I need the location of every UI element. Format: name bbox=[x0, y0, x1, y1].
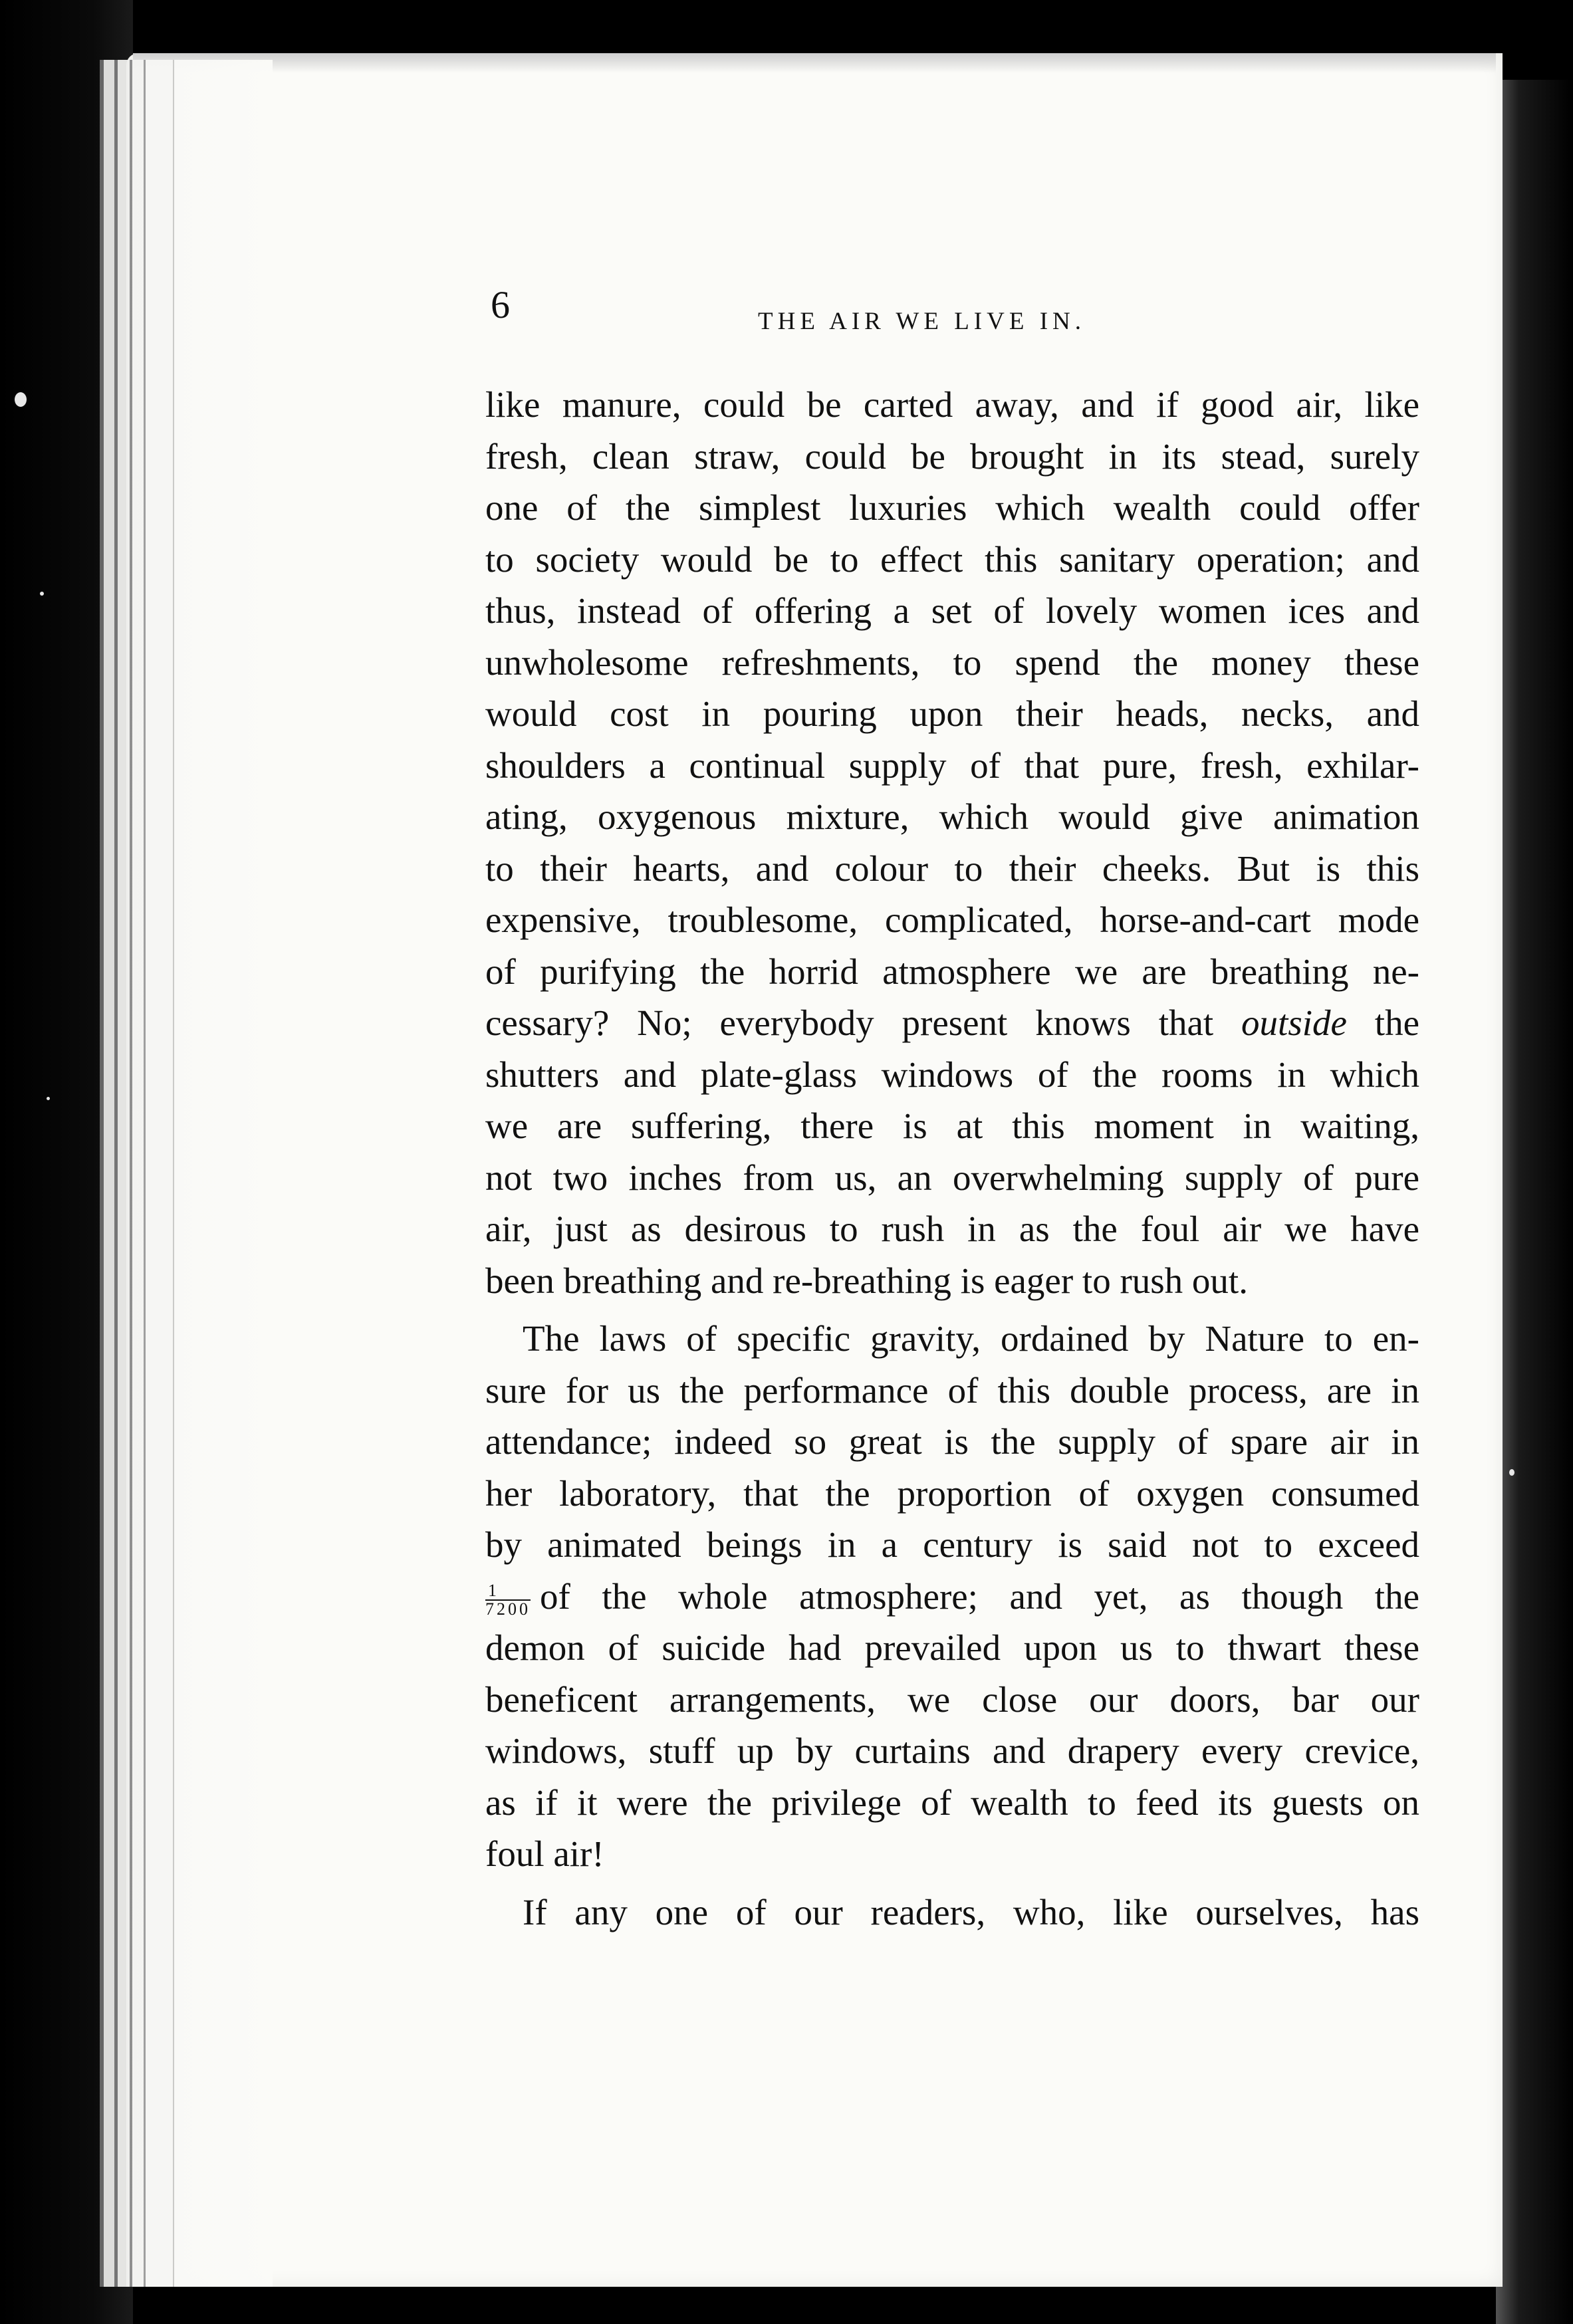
text-line: of purifying the horrid atmosphere we are breathing ne- bbox=[485, 951, 1419, 992]
text-line: we are suffering, there is at this moment in waiting, bbox=[485, 1105, 1419, 1146]
text-line-with-italic bbox=[485, 997, 1419, 1049]
text-line: If any one of our readers, who, like ourselves, has bbox=[523, 1891, 1419, 1932]
text-line: The laws of specific gravity, ordained by Nature to en- bbox=[523, 1318, 1419, 1359]
fraction bbox=[485, 1582, 531, 1618]
page-number: 6 bbox=[491, 283, 510, 326]
book-gutter bbox=[100, 60, 273, 2287]
scan-speck bbox=[40, 592, 44, 596]
text-line: to their hearts, and colour to their cheeks. But is this bbox=[485, 848, 1419, 889]
scan-speck bbox=[1509, 1469, 1514, 1476]
text-line: like manure, could be carted away, and if good air, like bbox=[485, 384, 1419, 425]
text-line: fresh, clean straw, could be brought in its stead, surely bbox=[485, 435, 1419, 477]
text-line: foul air! bbox=[485, 1833, 604, 1874]
text-line: thus, instead of offering a set of lovely women ices and bbox=[485, 590, 1419, 631]
text-line: by animated beings in a century is said not to exceed bbox=[485, 1524, 1419, 1565]
text-segment: cessary? No; everybody present knows that bbox=[485, 1002, 1242, 1043]
running-title: THE AIR WE LIVE IN. bbox=[758, 308, 1086, 335]
text-line: unwholesome refreshments, to spend the money these bbox=[485, 641, 1419, 683]
text-line: windows, stuff up by curtains and drapery every crevice, bbox=[485, 1730, 1419, 1771]
scan-right-edge bbox=[1496, 80, 1573, 2324]
page-top-shadow bbox=[133, 53, 1496, 73]
text-line: to society would be to effect this sanitary operation; and bbox=[485, 538, 1419, 580]
text-line: demon of suicide had prevailed upon us to thwart these bbox=[485, 1627, 1419, 1668]
fraction-numerator: 1 bbox=[485, 1582, 531, 1601]
paragraph-gap bbox=[485, 1880, 1419, 1887]
paragraph-1 bbox=[485, 379, 1419, 1306]
text-line: her laboratory, that the proportion of oxygen consumed bbox=[485, 1472, 1419, 1514]
text-line: would cost in pouring upon their heads, necks, and bbox=[485, 693, 1419, 734]
text-line: attendance; indeed so great is the supply of spare air in bbox=[485, 1421, 1419, 1462]
text-line: beneficent arrangements, we close our doors, bar our bbox=[485, 1679, 1419, 1720]
text-line: shoulders a continual supply of that pure, fresh, exhilar- bbox=[485, 745, 1419, 786]
scan-speck bbox=[47, 1097, 50, 1100]
text-segment: the bbox=[1346, 1002, 1419, 1043]
text-line: ating, oxygenous mixture, which would give animation bbox=[485, 796, 1419, 837]
text-line: sure for us the performance of this double process, are in bbox=[485, 1369, 1419, 1411]
text-line: as if it were the privilege of wealth to feed its guests on bbox=[485, 1782, 1419, 1823]
text-line: shutters and plate-glass windows of the rooms in which bbox=[485, 1054, 1419, 1095]
text-line: been breathing and re-breathing is eager to rush out. bbox=[485, 1260, 1248, 1301]
scan-speck bbox=[15, 392, 27, 407]
paragraph-3 bbox=[485, 1887, 1419, 1938]
text-line: air, just as desirous to rush in as the foul air we have bbox=[485, 1209, 1419, 1249]
fraction-denominator: 7200 bbox=[485, 1599, 531, 1619]
paragraph-gap bbox=[485, 1306, 1419, 1313]
italic-word: outside bbox=[1241, 1002, 1347, 1043]
text-line: expensive, troublesome, complicated, horse-and-cart mode bbox=[485, 899, 1419, 940]
body-text bbox=[485, 379, 1419, 1938]
paragraph-2 bbox=[485, 1313, 1419, 1880]
text-line: one of the simplest luxuries which wealth could offer bbox=[485, 487, 1419, 528]
text-line: not two inches from us, an overwhelming supply of pure bbox=[485, 1157, 1419, 1198]
text-line-with-fraction bbox=[485, 1571, 1419, 1623]
text-segment: of the whole atmosphere; and yet, as though the bbox=[540, 1575, 1419, 1617]
